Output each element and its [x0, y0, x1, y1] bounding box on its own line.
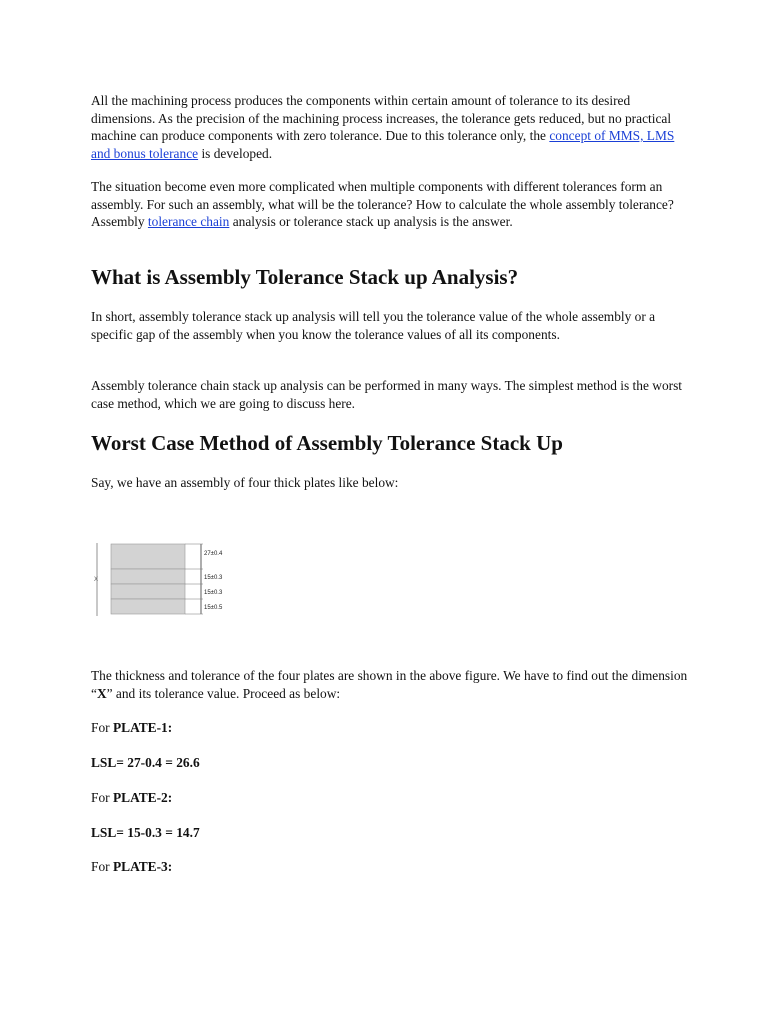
for-plate-3: [91, 858, 691, 876]
for-prefix: For: [91, 720, 113, 735]
plate-2-label: PLATE-2:: [112, 790, 173, 805]
heading-what-is: What is Assembly Tolerance Stack up Analysis?: [91, 265, 519, 289]
lsl-plate-2: [91, 824, 691, 842]
thickness-text-end: ” and its tolerance value. Proceed as below:: [106, 685, 341, 701]
intro-text: All the machining process produces the components within certain amount of tolerance to its desired dimensions. As the precision of the machining process increases, the tolerance gets reduced, but no practical machine can produce components with zero tolerance. Due to this tolerance only, the: [91, 93, 672, 144]
intro-text-end: is developed.: [198, 145, 273, 161]
for-prefix: For: [91, 859, 113, 874]
tolerance-chain-link[interactable]: tolerance chain: [147, 214, 230, 230]
short-paragraph: In short, assembly tolerance stack up analysis will tell you the tolerance value of the whole assembly or a specific gap of the assembly when you know the tolerance values of all its components.: [91, 309, 656, 342]
intro-paragraph: [91, 92, 691, 162]
plate-1-label: PLATE-1:: [112, 720, 173, 735]
plate-3-label: PLATE-3:: [112, 859, 173, 874]
plate-2: [111, 569, 185, 584]
plate-3-dim: 15±0.3: [204, 590, 223, 596]
plate-3: [111, 584, 185, 599]
lsl-2-text: LSL= 15-0.3 = 14.7: [91, 825, 200, 840]
mms-lms-bonus-link[interactable]: concept of MMS, LMS and bonus tolerance: [91, 128, 675, 161]
thickness-paragraph: [91, 667, 691, 702]
for-prefix: For: [91, 790, 113, 805]
plate-4: [111, 599, 185, 614]
say-paragraph: Say, we have an assembly of four thick plates like below:: [91, 475, 399, 490]
plates-figure: [93, 540, 233, 618]
x-label: X: [94, 577, 99, 583]
plate-4-dim: 15±0.5: [204, 605, 223, 611]
lsl-plate-1: [91, 754, 691, 772]
x-bold: X: [96, 685, 107, 701]
methods-paragraph: Assembly tolerance chain stack up analysis can be performed in many ways. The simplest method is the worst case method, which we are going to discuss here.: [91, 378, 683, 411]
plate-1: [111, 544, 185, 569]
thickness-text: The thickness and tolerance of the four plates are shown in the above figure. We have to find out the dimension “: [91, 668, 688, 701]
assembly-text: The situation become even more complicated when multiple components with different tolerances form an assembly. For such an assembly, what will be the tolerance? How to calculate the whole assembly tolerance? Assembly: [91, 179, 674, 230]
for-plate-2: [91, 789, 691, 807]
plate-2-dim: 15±0.3: [204, 575, 223, 581]
assembly-paragraph: [91, 178, 691, 231]
for-plate-1: [91, 719, 691, 737]
assembly-text-end: analysis or tolerance stack up analysis is the answer.: [229, 214, 513, 230]
lsl-1-text: LSL= 27-0.4 = 26.6: [91, 755, 200, 770]
plate-1-dim: 27±0.4: [204, 551, 223, 557]
heading-worst-case: Worst Case Method of Assembly Tolerance Stack Up: [91, 431, 563, 455]
